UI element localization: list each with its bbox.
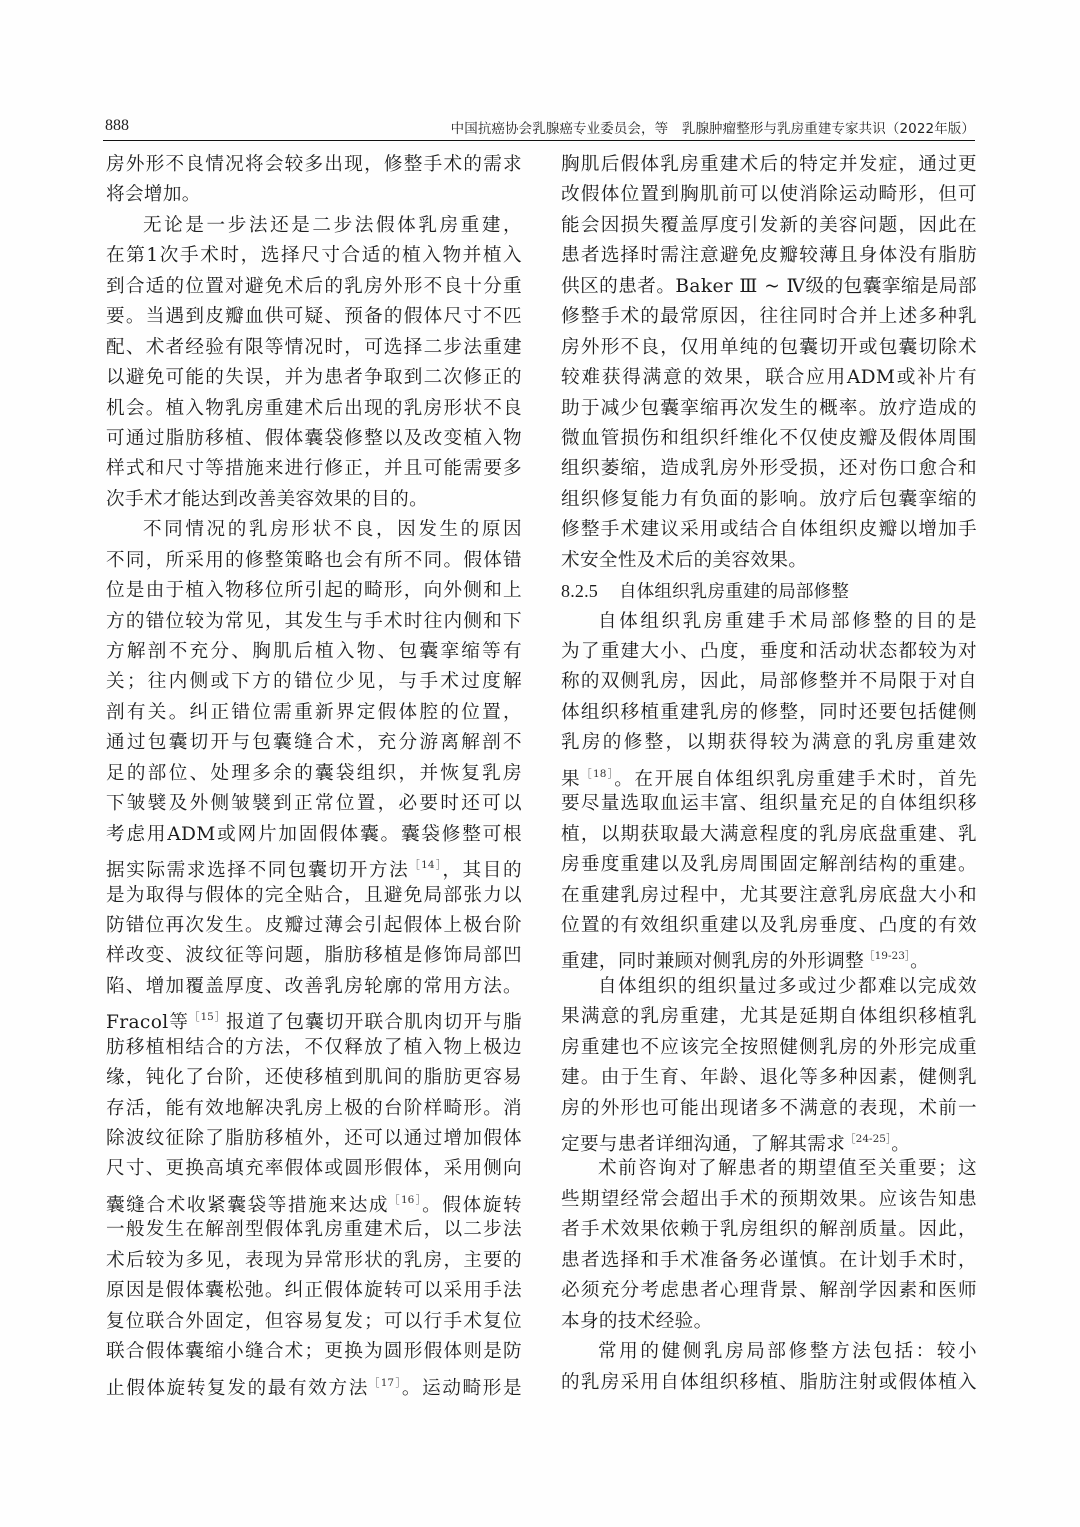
text-line: [106, 1276, 522, 1306]
text-line: [106, 515, 522, 545]
line-text: 能会因损失覆盖厚度引发新的美容问题，因此在: [561, 214, 977, 236]
line-text: 到合适的位置对避免术后的乳房外形不良十分重: [106, 275, 522, 297]
text-line: [561, 546, 977, 576]
text-line: [106, 241, 522, 271]
text-line: [561, 820, 977, 850]
text-line: [561, 454, 977, 484]
line-text: 修整手术的最常原因，往往同时合并上述多种乳: [561, 306, 977, 328]
line-text: 房垂度重建以及乳房周围固定解剖结构的重建。: [561, 854, 977, 876]
text-line: [106, 454, 522, 484]
text-line: [106, 546, 522, 576]
line-text: 果满意的乳房重建，尤其是延期自体组织移植乳: [561, 1006, 977, 1028]
line-text: 位置的有效组织重建以及乳房垂度、凸度的有效: [561, 914, 977, 936]
line-text: 关；往内侧或下方的错位少见，与手术过度解: [106, 671, 522, 693]
line-text: 重建，同时兼顾对侧乳房的外形调整: [561, 951, 865, 973]
text-line: [106, 1063, 522, 1093]
text-line: [561, 850, 977, 880]
text-line: [106, 394, 522, 424]
running-header: [103, 116, 975, 138]
line-text: 是为取得与假体的完全贴合，且避免局部张力以: [106, 884, 522, 906]
text-line: [106, 637, 522, 667]
line-text: 存活，能有效地解决乳房上极的台阶样畸形。消: [106, 1097, 522, 1119]
line-text: 改假体位置到胸肌前可以使消除运动畸形，但可: [561, 184, 977, 206]
text-line: [561, 333, 977, 363]
line-text: 定要与患者详细沟通，了解其需求: [561, 1134, 846, 1155]
text-line: [106, 728, 522, 758]
text-line: [561, 363, 977, 393]
citation-reference: ［19-23］: [864, 950, 911, 963]
line-text: 微血管损伤和组织纤维化不仅使皮瓣及假体周围: [561, 427, 977, 449]
line-text: 一般发生在解剖型假体乳房重建术后，以二步法: [106, 1219, 522, 1241]
text-line: [106, 150, 522, 180]
line-text: 较难获得满意的效果，联合应用ADM或补片有: [561, 367, 977, 389]
text-line: [561, 1154, 977, 1184]
line-text: 要。当遇到皮瓣血供可疑、预备的假体尺寸不匹: [106, 306, 522, 328]
line-text: 联合假体囊缩小缝合术；更换为圆形假体则是防: [106, 1341, 522, 1363]
line-text: 乳房的修整，以期获得较为满意的乳房重建效: [561, 732, 977, 754]
text-line: [106, 1094, 522, 1124]
line-text: 房外形不良，仅用单纯的包囊切开或包囊切除术: [561, 336, 977, 358]
text-line: [106, 1033, 522, 1063]
text-line: [561, 1276, 977, 1306]
line-text: 供区的患者。Baker Ⅲ ~ Ⅳ级的包囊挛缩是局部: [561, 275, 977, 297]
header-divider: [103, 140, 975, 141]
line-text-continued: 。运动畸形是: [401, 1377, 522, 1399]
text-line: [106, 333, 522, 363]
line-text: 患者选择时需注意避免皮瓣较薄且身体没有脂肪: [561, 245, 977, 267]
right-column-paragraphs-top: [561, 150, 977, 576]
text-line: [106, 941, 522, 971]
text-line: [561, 1063, 977, 1093]
line-text: 方解剖不充分、胸肌后植入物、包囊挛缩等有: [106, 641, 522, 662]
line-text: 考虑用ADM或网片加固假体囊。囊袋修整可根: [106, 823, 522, 845]
text-line: [106, 881, 522, 911]
line-text: 次手术才能达到改善美容效果的目的。: [106, 488, 429, 510]
line-text: 防错位再次发生。皮瓣过薄会引起假体上极台阶: [106, 914, 522, 936]
text-line: [106, 1215, 522, 1245]
line-text: 缘，钝化了台阶，还使移植到肌间的脂肪更容易: [106, 1067, 522, 1089]
text-line: [106, 1154, 522, 1184]
text-line: [561, 150, 977, 180]
text-line: [106, 789, 522, 819]
text-line: [106, 211, 522, 241]
line-text: 称的双侧乳房，因此，局部修整并不局限于对自: [561, 671, 977, 693]
text-line: [106, 667, 522, 697]
line-text: 自体组织乳房重建手术局部修整的目的是: [598, 610, 977, 632]
text-line: [106, 272, 522, 302]
line-text: 修整手术建议采用或结合自体组织皮瓣以增加手: [561, 519, 977, 541]
line-text-continued: 。: [891, 1134, 911, 1155]
text-line: [561, 972, 977, 1002]
line-text: 配、术者经验有限等情况时，可选择二步法重建: [106, 336, 522, 358]
text-line: [106, 911, 522, 941]
line-text: 建。由于生育、年龄、退化等多种因素，健侧乳: [561, 1067, 977, 1089]
line-text: 下皱襞及外侧皱襞到正常位置，必要时还可以: [106, 793, 522, 815]
text-line: [561, 515, 977, 545]
line-text: 囊缝合术收紧囊袋等措施来达成: [106, 1194, 390, 1216]
line-text: 植，以期获取最大满意程度的乳房底盘重建、乳: [561, 823, 977, 845]
line-text: 为了重建大小、凸度，垂度和活动状态都较为对: [561, 641, 977, 662]
text-line: [106, 850, 522, 880]
text-line: [561, 272, 977, 302]
line-text: 房的外形也可能出现诸多不满意的表现，术前一: [561, 1097, 977, 1119]
text-line: [561, 1307, 977, 1337]
text-line: [561, 394, 977, 424]
text-line: [106, 180, 522, 210]
text-line: [561, 1002, 977, 1032]
text-line: [561, 241, 977, 271]
line-text: 术安全性及术后的美容效果。: [561, 549, 808, 571]
text-line: [106, 972, 522, 1002]
line-text: 本身的技术经验。: [561, 1310, 713, 1332]
line-text: 些期望经常会超出手术的预期效果。应该告知患: [561, 1188, 977, 1210]
text-line: [106, 1246, 522, 1276]
text-line: [106, 1307, 522, 1337]
line-text: 常用的健侧乳房局部修整方法包括：较小: [598, 1341, 977, 1363]
text-line: [106, 363, 522, 393]
text-line: [106, 1368, 522, 1398]
text-line: [561, 607, 977, 637]
text-line: [561, 881, 977, 911]
line-text: 以避免可能的失误，并为患者争取到二次修正的: [106, 367, 522, 389]
text-line: [106, 698, 522, 728]
line-text: 房重建也不应该完全按照健侧乳房的外形完成重: [561, 1036, 977, 1058]
line-text: 体组织移植重建乳房的修整，同时还要包括健侧: [561, 701, 977, 723]
text-line: [561, 1185, 977, 1215]
text-line: [561, 1124, 977, 1154]
text-line: [106, 1185, 522, 1215]
text-line: [106, 576, 522, 606]
citation-reference: ［18］: [581, 767, 615, 780]
line-text: 样改变、波纹征等问题，脂肪移植是修饰局部凹: [106, 945, 522, 967]
text-line: [561, 698, 977, 728]
text-line: [561, 485, 977, 515]
line-text: 要尽量选取血运丰富、组织量充足的自体组织移: [561, 793, 977, 815]
line-text: 位是由于植入物移位所引起的畸形，向外侧和上: [106, 580, 522, 602]
text-line: [561, 424, 977, 454]
line-text: 在第1次手术时，选择尺寸合适的植入物并植入: [106, 245, 522, 267]
text-line: [106, 302, 522, 332]
line-text: 尺寸、更换高填充率假体或圆形假体，采用侧向: [106, 1158, 522, 1180]
line-text: 无论是一步法还是二步法假体乳房重建，: [143, 214, 522, 236]
line-text: 剖有关。纠正错位需重新界定假体腔的位置，: [106, 701, 522, 723]
text-line: [561, 759, 977, 789]
text-line: [561, 1215, 977, 1245]
citation-reference: ［17］: [368, 1376, 402, 1389]
line-text: 术后较为多见，表现为异常形状的乳房，主要的: [106, 1249, 522, 1271]
line-text: 不同情况的乳房形状不良，因发生的原因: [143, 519, 522, 541]
line-text: 胸肌后假体乳房重建术后的特定并发症，通过更: [561, 154, 977, 175]
line-text: 组织萎缩，造成乳房外形受损，还对伤口愈合和: [561, 458, 977, 480]
text-line: [106, 607, 522, 637]
line-text: 据实际需求选择不同包囊切开方法: [106, 860, 410, 882]
page-number: 888: [105, 117, 129, 134]
line-text: Fracol等: [106, 1012, 190, 1034]
line-text: 的乳房采用自体组织移植、脂肪注射或假体植入: [561, 1371, 977, 1393]
line-text: 复位联合外固定，但容易复发；可以行手术复位: [106, 1310, 522, 1332]
line-text: 自体组织的组织量过多或过少都难以完成效: [598, 975, 977, 997]
citation-reference: ［15］: [189, 1011, 227, 1024]
line-text: 可通过脂肪移植、假体囊袋修整以及改变植入物: [106, 427, 522, 449]
citation-reference: ［24-25］: [845, 1133, 892, 1145]
line-text: 组织修复能力有负面的影响。放疗后包囊挛缩的: [561, 488, 977, 510]
text-line: [561, 211, 977, 241]
text-line: [561, 941, 977, 971]
text-line: [106, 820, 522, 850]
right-column-paragraphs-bottom: [561, 607, 977, 1398]
text-line: [561, 1094, 977, 1124]
section-title: 自体组织乳房重建的局部修整: [619, 582, 850, 603]
text-line: [561, 1368, 977, 1398]
line-text: 原因是假体囊松弛。纠正假体旋转可以采用手法: [106, 1280, 522, 1302]
text-line: [561, 637, 977, 667]
line-text: 足的部位、处理多余的囊袋组织，并恢复乳房: [106, 762, 522, 784]
line-text: 通过包囊切开与包囊缝合术，充分游离解剖不: [106, 732, 522, 754]
text-line: [561, 789, 977, 819]
journal-running-title: 中国抗癌协会乳腺癌专业委员会，等 乳腺肿瘤整形与乳房重建专家共识（2022年版）: [450, 121, 975, 137]
citation-reference: ［16］: [389, 1193, 423, 1206]
left-text-column: [106, 150, 522, 1398]
line-text-continued: 报道了包囊切开联合肌肉切开与脂: [226, 1012, 522, 1034]
line-text: 不同，所采用的修整策略也会有所不同。假体错: [106, 549, 522, 571]
text-line: [106, 485, 522, 515]
line-text-continued: ，其目的: [442, 860, 522, 882]
line-text: 样式和尺寸等措施来进行修正，并且可能需要多: [106, 458, 522, 480]
line-text: 必须充分考虑患者心理背景、解剖学因素和医师: [561, 1280, 977, 1302]
text-line: [106, 1002, 522, 1032]
section-number: 8.2.5: [561, 581, 598, 602]
text-line: [561, 180, 977, 210]
line-text: 方的错位较为常见，其发生与手术时往内侧和下: [106, 610, 522, 632]
right-text-column: [561, 150, 977, 1398]
line-text: 患者选择和手术准备务必谨慎。在计划手术时，: [561, 1249, 977, 1271]
text-line: [561, 728, 977, 758]
line-text: 肪移植相结合的方法，不仅释放了植入物上极边: [106, 1036, 522, 1058]
line-text-continued: 。假体旋转: [422, 1194, 522, 1216]
text-line: [561, 911, 977, 941]
text-line: [106, 1337, 522, 1367]
text-line: [106, 1124, 522, 1154]
line-text: 陷、增加覆盖厚度、改善乳房轮廓的常用方法。: [106, 975, 522, 997]
text-line: [106, 759, 522, 789]
citation-reference: ［14］: [409, 859, 443, 872]
text-line: [561, 1246, 977, 1276]
line-text-continued: 。在开展自体组织乳房重建手术时，首先: [614, 768, 977, 790]
line-text: 在重建乳房过程中，尤其要注意乳房底盘大小和: [561, 884, 977, 906]
section-heading: [561, 576, 977, 606]
line-text: 果: [561, 768, 582, 790]
text-line: [561, 1033, 977, 1063]
line-text: 术前咨询对了解患者的期望值至关重要；这: [598, 1158, 977, 1180]
line-text: 止假体旋转复发的最有效方法: [106, 1377, 369, 1399]
line-text: 除波纹征除了脂肪移植外，还可以通过增加假体: [106, 1128, 522, 1149]
line-text: 机会。植入物乳房重建术后出现的乳房形状不良: [106, 397, 522, 419]
text-line: [561, 667, 977, 697]
line-text: 将会增加。: [106, 184, 201, 206]
text-line: [561, 1337, 977, 1367]
line-text: 助于减少包囊挛缩再次发生的概率。放疗造成的: [561, 397, 977, 419]
line-text: 者手术效果依赖于乳房组织的解剖质量。因此，: [561, 1219, 977, 1241]
text-line: [106, 424, 522, 454]
line-text: 房外形不良情况将会较多出现，修整手术的需求: [106, 154, 522, 175]
text-line: [561, 302, 977, 332]
line-text-continued: 。: [910, 951, 930, 973]
